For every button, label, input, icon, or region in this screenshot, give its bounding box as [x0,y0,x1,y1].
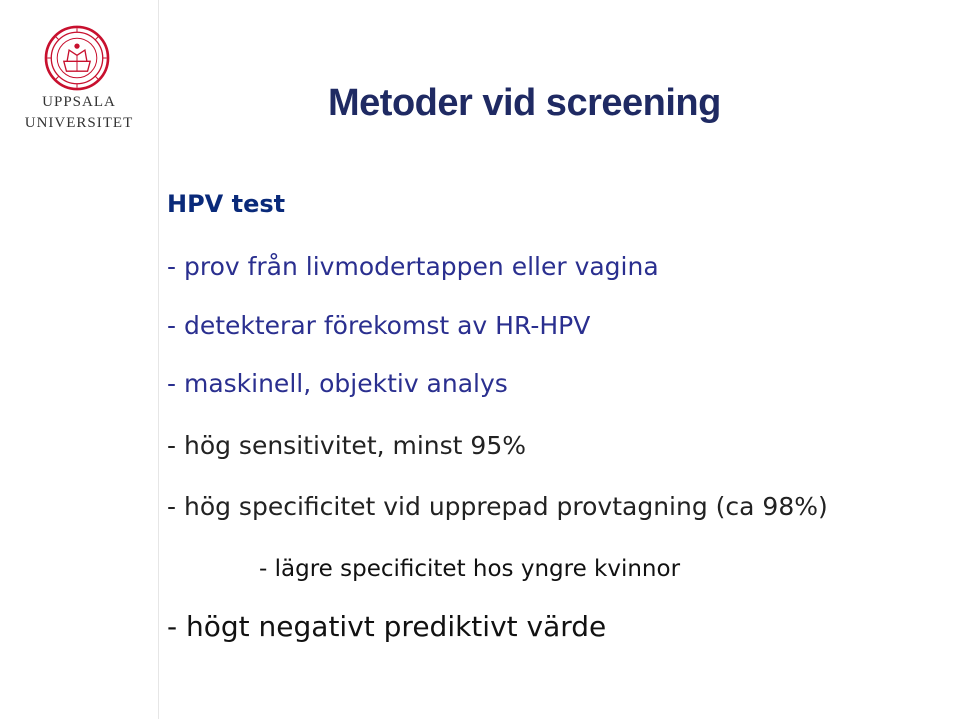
university-name-line2: UNIVERSITET [24,115,134,131]
bullet-detection: - detekterar förekomst av HR-HPV [167,311,591,340]
bullet-sample-source: - prov från livmodertappen eller vagina [167,252,659,281]
bullet-npv: - högt negativt prediktivt värde [167,610,607,643]
sub-bullet-younger-women: - lägre specificitet hos yngre kvinnor [259,556,681,582]
bullet-sensitivity: - hög sensitivitet, minst 95% [167,431,526,460]
bullet-specificity: - hög specificitet vid upprepad provtagning (ca 98%) [167,492,828,521]
bullet-analysis: - maskinell, objektiv analys [167,369,508,398]
section-heading: HPV test [167,190,286,218]
logo-sidebar [0,0,159,719]
slide-title: Metoder vid screening [328,82,721,124]
university-seal-icon [44,25,110,91]
university-logo [0,0,158,160]
university-name-line1: UPPSALA [42,94,116,110]
